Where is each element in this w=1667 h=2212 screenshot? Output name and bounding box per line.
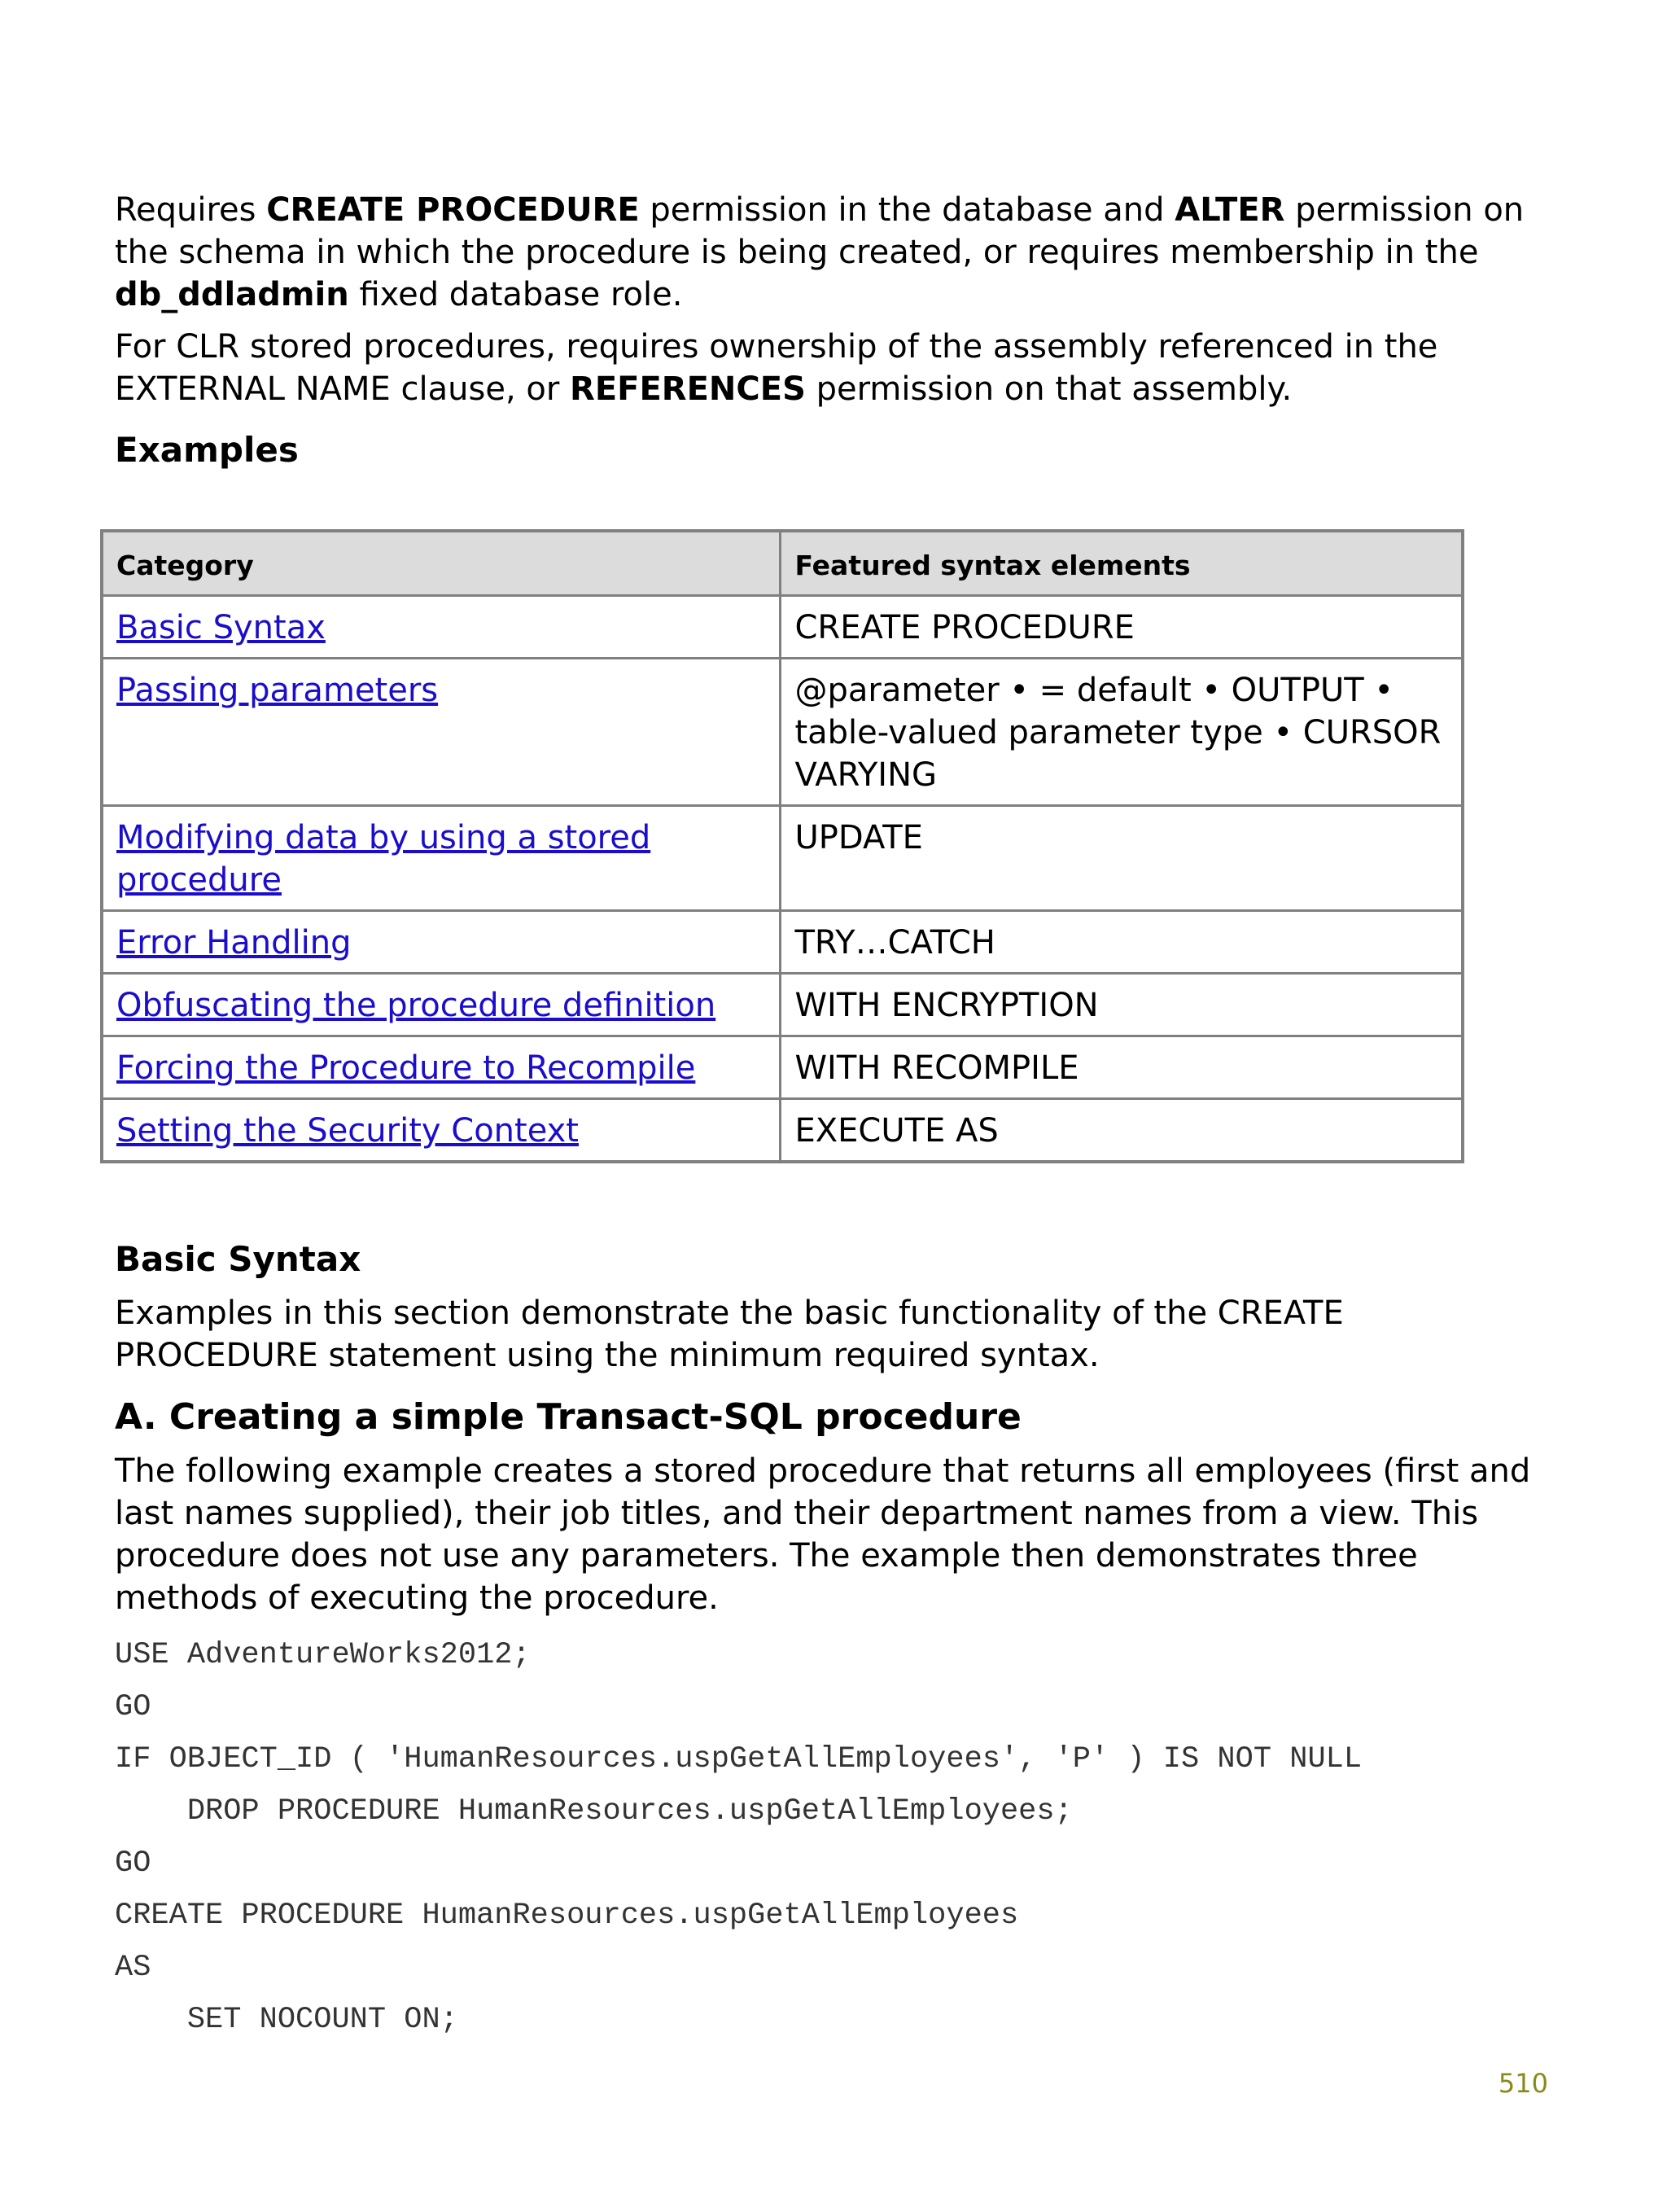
table-row <box>102 596 1463 659</box>
category-cell <box>102 1036 781 1099</box>
bold-db-ddladmin: db_ddladmin <box>115 276 349 313</box>
elements-cell: TRY…CATCH <box>781 911 1463 974</box>
code-block <box>115 1629 1539 2046</box>
page-number: 510 <box>1498 2068 1548 2099</box>
examples-heading: Examples <box>115 430 299 470</box>
text: permission on the schema in which the procedure is being created, or requires membership in the <box>115 191 1525 271</box>
bold-alter: ALTER <box>1175 191 1285 229</box>
category-cell <box>102 974 781 1036</box>
example-a-paragraph: The following example creates a stored procedure that returns all employees (first and last names supplied), their job titles, and their department names from a view. This procedure does not use any parameters. The example then demonstrates three methods of executing the procedure. <box>115 1452 1531 1617</box>
code-line: CREATE PROCEDURE HumanResources.uspGetAllEmployees <box>115 1899 1019 1933</box>
code-line: USE AdventureWorks2012; <box>115 1638 531 1672</box>
category-cell <box>102 911 781 974</box>
examples-table <box>100 529 1464 1163</box>
text: For CLR stored procedures, requires ownership of the assembly referenced in the EXTERNAL NAME clause, or <box>115 328 1438 408</box>
bold-create-procedure: CREATE PROCEDURE <box>266 191 640 229</box>
elements-cell: EXECUTE AS <box>781 1099 1463 1163</box>
text: permission on that assembly. <box>805 370 1293 408</box>
category-link-error-handling[interactable]: Error Handling <box>116 924 352 961</box>
bold-references: REFERENCES <box>570 370 806 408</box>
table-header-row <box>102 531 1463 596</box>
text: permission in the database and <box>639 191 1175 229</box>
elements-cell: @parameter • = default • OUTPUT • table-valued parameter type • CURSOR VARYING <box>781 659 1463 806</box>
header-featured-syntax: Featured syntax elements <box>781 531 1463 596</box>
header-category: Category <box>102 531 781 596</box>
elements-cell: WITH RECOMPILE <box>781 1036 1463 1099</box>
basic-syntax-heading: Basic Syntax <box>115 1239 361 1279</box>
category-link-basic-syntax[interactable]: Basic Syntax <box>116 609 326 646</box>
category-link-security-context[interactable]: Setting the Security Context <box>116 1112 579 1150</box>
elements-cell: CREATE PROCEDURE <box>781 596 1463 659</box>
table-row <box>102 806 1463 911</box>
elements-cell: UPDATE <box>781 806 1463 911</box>
category-link-passing-parameters[interactable]: Passing parameters <box>116 672 439 709</box>
category-cell <box>102 659 781 806</box>
table-row <box>102 1099 1463 1163</box>
code-line: IF OBJECT_ID ( 'HumanResources.uspGetAllEmployees', 'P' ) IS NOT NULL <box>115 1742 1363 1776</box>
code-line: GO <box>115 1846 151 1881</box>
table-row <box>102 659 1463 806</box>
code-line: DROP PROCEDURE HumanResources.uspGetAllEmployees; <box>115 1794 1073 1829</box>
permissions-paragraph-1 <box>115 189 1539 316</box>
code-line: GO <box>115 1690 151 1724</box>
category-cell <box>102 806 781 911</box>
category-cell <box>102 1099 781 1163</box>
code-line: AS <box>115 1951 151 1985</box>
category-link-obfuscating[interactable]: Obfuscating the procedure definition <box>116 987 716 1024</box>
permissions-paragraph-2 <box>115 326 1539 410</box>
text: fixed database role. <box>348 276 683 313</box>
table-row <box>102 911 1463 974</box>
elements-cell: WITH ENCRYPTION <box>781 974 1463 1036</box>
category-link-modifying-data[interactable]: Modifying data by using a stored procedure <box>116 819 651 899</box>
category-link-recompile[interactable]: Forcing the Procedure to Recompile <box>116 1049 696 1087</box>
example-a-heading: A. Creating a simple Transact-SQL procedure <box>115 1396 1022 1438</box>
category-cell <box>102 596 781 659</box>
text: Requires <box>115 191 267 229</box>
document-page <box>115 189 1539 2046</box>
table-row <box>102 974 1463 1036</box>
code-line: SET NOCOUNT ON; <box>115 2003 458 2037</box>
basic-syntax-paragraph: Examples in this section demonstrate the basic functionality of the CREATE PROCEDURE statement using the minimum required syntax. <box>115 1294 1344 1374</box>
table-row <box>102 1036 1463 1099</box>
